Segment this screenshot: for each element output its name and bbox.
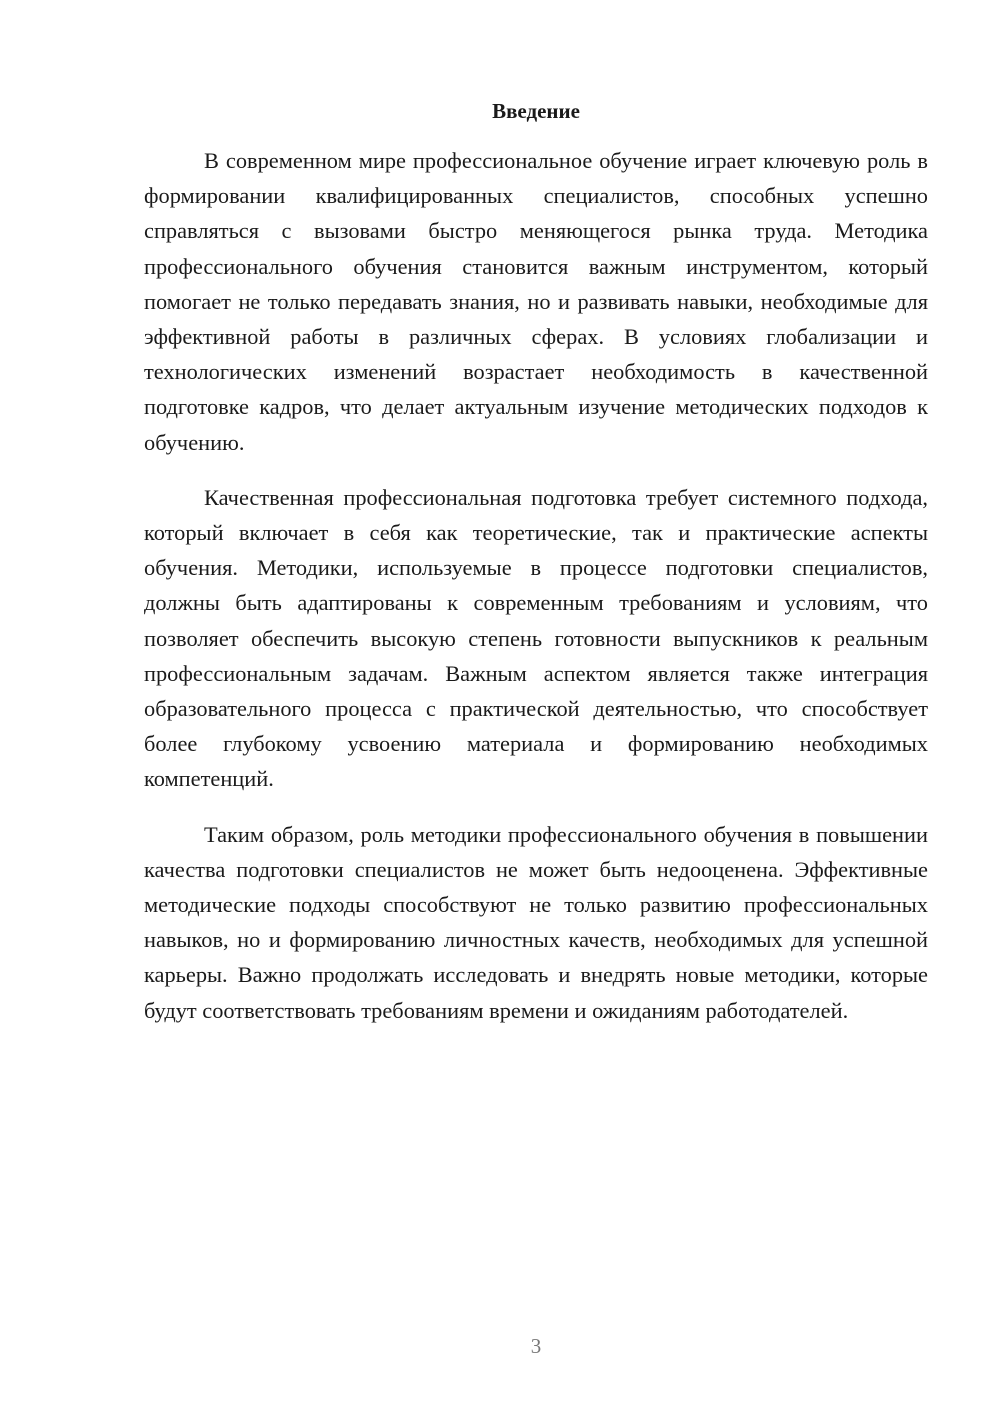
page-content [144, 96, 928, 1028]
section-heading: Введение [492, 99, 580, 123]
paragraph-3: Таким образом, роль методики профессионального обучения в повышении качества подготовки специалистов не может быть недооценена. Эффективные методические подходы способствуют не только развитию профессиональных навыков, но и формированию личностных качеств, необходимых для успешной карьеры. Важно продолжать исследовать и внедрять новые методики, которые будут соответствовать требованиям времени и ожиданиям работодателей. [144, 821, 928, 1023]
page-number: 3 [530, 1334, 542, 1358]
paragraph-1: В современном мире профессиональное обучение играет ключевую роль в формировании квалифицированных специалистов, способных успешно справляться с вызовами быстро меняющегося рынка труда. Методика профессионального обучения становится важным инструментом, который помогает не только передавать знания, но и развивать навыки, необходимые для эффективной работы в различных сферах. В условиях глобализации и технологических изменений возрастает необходимость в качественной подготовке кадров, что делает актуальным изучение методических подходов к обучению. [144, 148, 928, 455]
paragraph-2: Качественная профессиональная подготовка требует системного подхода, который включает в себя как теоретические, так и практические аспекты обучения. Методики, используемые в процессе подготовки специалистов, должны быть адаптированы к современным требованиям и условиям, что позволяет обеспечить высокую степень готовности выпускников к реальным профессиональным задачам. Важным аспектом является также интеграция образовательного процесса с практической деятельностью, что способствует более глубокому усвоению материала и формированию необходимых компетенций. [144, 484, 928, 792]
